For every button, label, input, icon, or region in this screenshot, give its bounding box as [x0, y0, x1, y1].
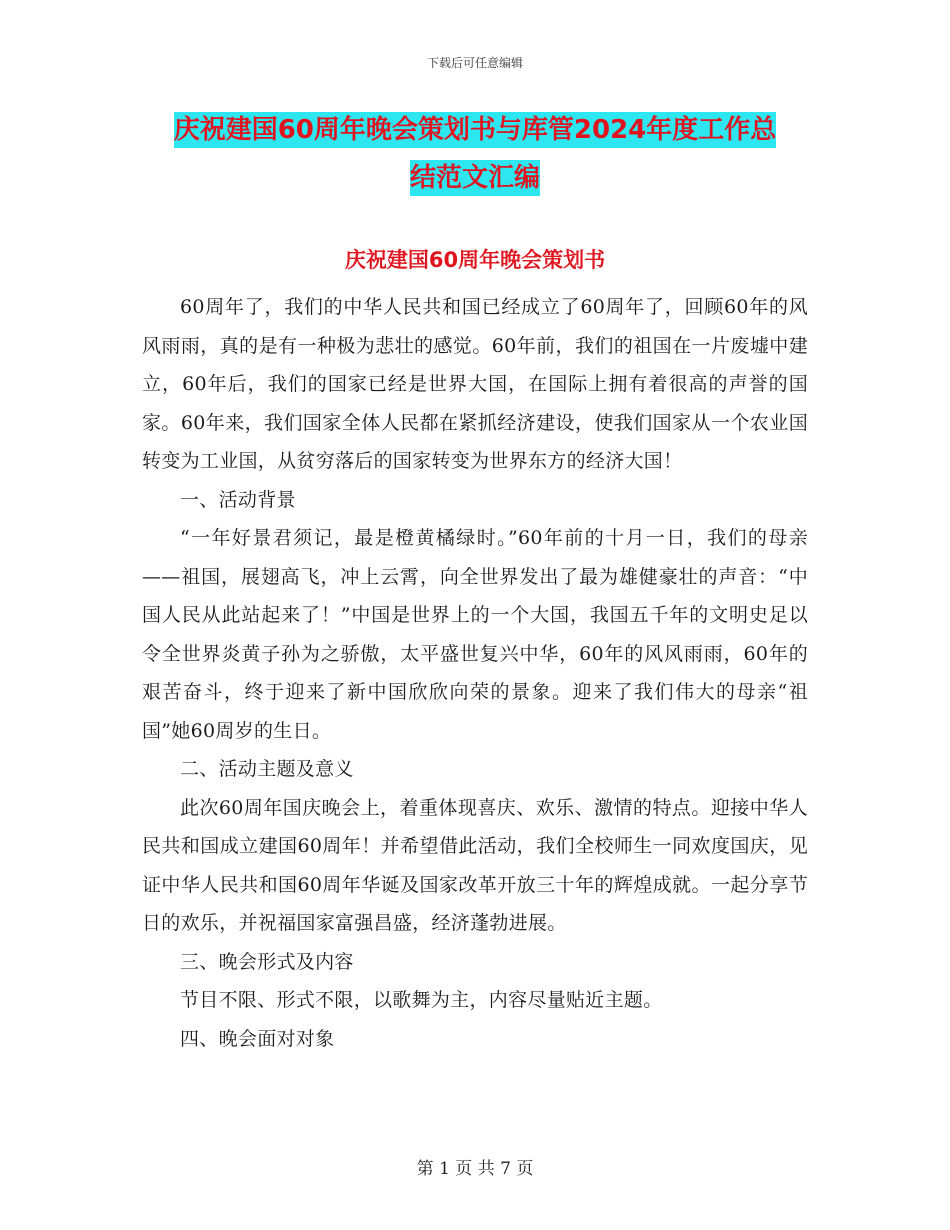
paragraph-form: 节目不限、形式不限，以歌舞为主，内容尽量贴近主题。: [180, 989, 663, 1011]
page-footer: 第 1 页 共 7 页: [416, 1159, 534, 1179]
paragraph-theme: 此次60周年国庆晚会上，着重体现喜庆、欢乐、激情的特点。迎接中华人民共和国成立建国60周年！并希望借此活动，我们全校师生一同欢度国庆，见证中华人民共和国60周年华诞及国家改革开放三十年的辉煌成就。一起分享节日的欢乐，并祝福国家富强昌盛，经济蓬勃进展。: [142, 796, 808, 934]
paragraph-intro: 60周年了，我们的中华人民共和国已经成立了60周年了，回顾60年的风风雨雨，真的是有一种极为悲壮的感觉。60年前，我们的祖国在一片废墟中建立，60年后，我们的国家已经是世界大国，在国际上拥有着很高的声誉的国家。60年来，我们国家全体人民都在紧抓经济建设，使我们国家从一个农业国转变为工业国，从贫穷落后的国家转变为世界东方的经济大国！: [142, 296, 808, 472]
heading-audience: 四、晚会面对对象: [180, 1027, 335, 1050]
document-title-line-2: 结范文汇编: [410, 160, 540, 196]
heading-activity-background: 一、活动背景: [180, 488, 296, 511]
document-title: [0, 106, 950, 202]
document-title-line-1: 庆祝建国60周年晚会策划书与库管2024年度工作总: [174, 112, 777, 148]
paragraph-background: “一年好景君须记，最是橙黄橘绿时。”60年前的十月一日，我们的母亲——祖国，展翅高飞，冲上云霄，向全世界发出了最为雄健豪壮的声音：“中国人民从此站起来了！”中国是世界上的一个大国，我国五千年的文明史足以令全世界炎黄子孙为之骄傲，太平盛世复兴中华，60年的风风雨雨，60年的艰苦奋斗，终于迎来了新中国欣欣向荣的景象。迎来了我们伟大的母亲“祖国”她60周岁的生日。: [142, 527, 808, 742]
document-body: [142, 288, 808, 1058]
section-title: 庆祝建国60周年晚会策划书: [344, 248, 606, 272]
heading-form-and-content: 三、晚会形式及内容: [180, 950, 354, 973]
heading-theme-and-meaning: 二、活动主题及意义: [180, 758, 354, 780]
page-header-note: 下载后可任意编辑: [426, 56, 523, 70]
